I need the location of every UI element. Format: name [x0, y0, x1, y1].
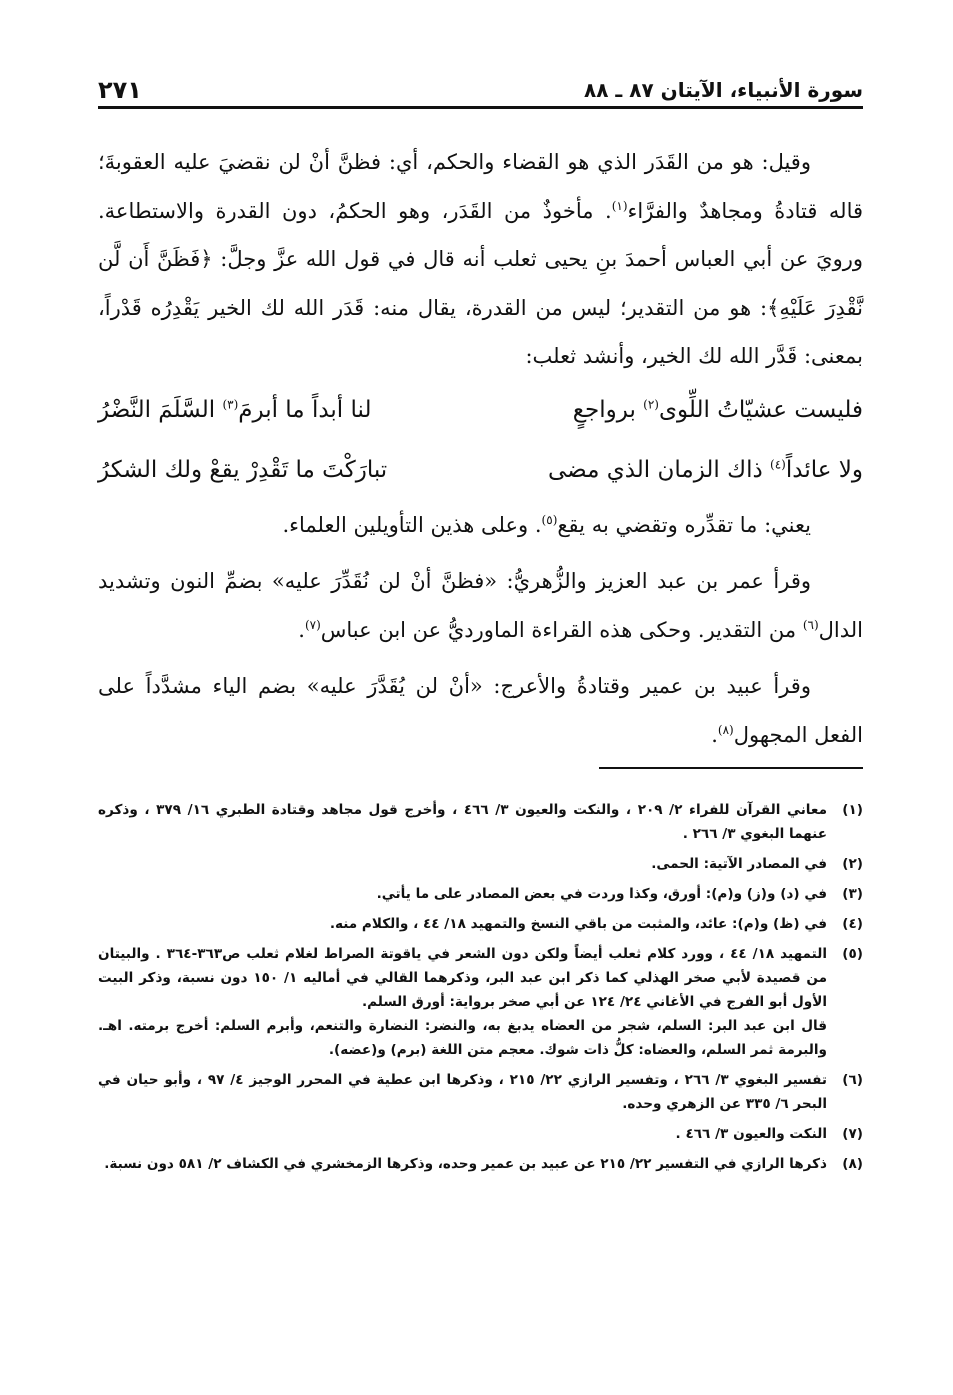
- footnote-number: (٧): [842, 1126, 863, 1142]
- page-number: ٢٧١: [98, 76, 142, 104]
- footnote-number: (٤): [842, 916, 863, 932]
- verse-1-second-hemistich: لنا أبداً ما أبرمَ$^{(٣)}$ السَّلَمَ النَّضْرُ: [98, 397, 372, 424]
- footnote-number: (٦): [842, 1072, 863, 1088]
- footnote-ref-4: (٤): [770, 457, 786, 472]
- footnote-ref-5: (٥): [541, 512, 558, 527]
- footnote-8: [98, 1152, 863, 1176]
- footnote-number: (١): [842, 802, 863, 818]
- footnote-ref-6: (٦): [802, 617, 819, 632]
- poem-verse-2: [98, 441, 863, 501]
- footnote-text: في المصادر الآتية: الحمى.: [651, 856, 827, 872]
- footnote-ref-1: (١): [611, 198, 628, 213]
- running-title: سورة الأنبياء، الآيتان ٨٧ ـ ٨٨: [584, 78, 863, 102]
- paragraph-3: وقرأ عمر بن عبد العزيز والزُّهريُّ: «فظنَّ أنْ لن نُقَدِّرَ عليه» بضمِّ النون وتشديد الدال$^{(٦)}$ من التقدير. وحكى هذه القراءة الماورديُّ عن ابن عباس$^{(٧)}$.: [98, 569, 863, 642]
- footnote-ref-3: (٣): [222, 397, 239, 412]
- verse-2-second-hemistich: تبارَكْتَ ما تَقْدِرْ يقعْ ولك الشكرُ: [98, 457, 388, 484]
- footnote-text: النكت والعيون ٣/ ٤٦٦ .: [675, 1126, 827, 1142]
- footnote-6: [98, 1068, 863, 1116]
- footnote-ref-7: (٧): [304, 617, 321, 632]
- page-header: [98, 58, 863, 108]
- footnote-number: (٣): [842, 886, 863, 902]
- footnote-3: [98, 882, 863, 906]
- paragraph-4: وقرأ عبيد بن عمير وقتادةُ والأعرج: «أنْ لن يُقَدَّرَ عليه» بضم الياء مشدَّداً على الفعل المجهول$^{(٨)}$.: [98, 674, 863, 747]
- header-rule: [98, 106, 863, 109]
- footnote-ref-8: (٨): [717, 722, 734, 737]
- footnote-text: معاني القرآن للفراء ٢/ ٢٠٩ ، والنكت والعيون ٣/ ٤٦٦ ، وأخرج قول مجاهد وقتادة الطبري ١٦/ ٣٧٩ ، وذكره عنهما البغوي ٣/ ٢٦٦ .: [98, 802, 827, 842]
- footnote-text: في (ظ) و(م): عائد، والمثبت من باقي النسخ والتمهيد ١٨/ ٤٤ ، والكلام منه.: [329, 916, 827, 932]
- footnote-continuation: قال ابن عبد البر: السلم، شجر من العضاه يدبغ به، والنضر: النضارة والتنعم، وأبرم السلم: أخرج برمته. اهـ. والبرمة ثمر السلم، والعضاه: كلُّ ذات شوك. معجم متن اللغة (برم) و(عضه).: [98, 1018, 827, 1058]
- footnote-number: (٢): [842, 856, 863, 872]
- footnote-5: [98, 942, 863, 1062]
- paragraph-2: يعني: ما تقدِّره وتقضي به يقع$^{(٥)}$. وعلى هذين التأويلين العلماء.: [282, 512, 811, 537]
- verse-2-first-hemistich: ولا عائداً$^{(٤)}$ ذاك الزمان الذي مضى: [547, 457, 863, 484]
- footnotes: [98, 798, 863, 1182]
- footnote-text: ذكرها الرازي في التفسير ٢٢/ ٢١٥ عن عبيد بن عمير وحده، وذكرها الزمخشري في الكشاف ٢/ ٥٨١ دون نسبة.: [104, 1156, 827, 1172]
- footnote-4: [98, 912, 863, 936]
- footnote-1: [98, 798, 863, 846]
- footnote-separator: [599, 767, 863, 769]
- footnote-text: تفسير البغوي ٣/ ٢٦٦ ، وتفسير الرازي ٢٢/ ٢١٥ ، وذكرها ابن عطية في المحرر الوجيز ٤/ ٩٧ ، وأبو حيان في البحر ٦/ ٣٣٥ عن الزهري وحده.: [98, 1072, 827, 1112]
- footnote-text: في (د) و(ز) و(م): أورق، وكذا وردت في بعض المصادر على ما يأتي.: [376, 886, 827, 902]
- paragraph-1: وقيل: هو من القَدَر الذي هو القضاء والحكم، أي: فظنَّ أنْ لن نقضيَ عليه العقوبةَ؛ قاله قتادةُ ومجاهدٌ والفرَّاء$^{(١)}$. مأخوذٌ من القَدَر، وهو الحكمُ، دون القدرة والاستطاعة. ورويَ عن أبي العباس أحمدَ بنِ يحيى ثعلب أنه قال في قول الله عزَّ وجلَّ: ﴿فَظَنَّ أَن لَّن نَّقْدِرَ عَلَيْهِ﴾: هو من التقدير؛ ليس من القدرة، يقال منه: قَدَر الله لك الخير يَقْدِرُه قَدْراً، بمعنى: قَدَّر الله لك الخير، وأنشد ثعلب:: [98, 150, 864, 368]
- footnote-ref-2: (٢): [643, 397, 659, 412]
- main-text: [98, 138, 863, 759]
- verse-1-first-hemistich: فليست عشيّاتُ اللِّوى$^{(٢)}$ برواجعٍ: [572, 397, 863, 424]
- footnote-number: (٨): [842, 1156, 863, 1172]
- footnote-text: التمهيد ١٨/ ٤٤ ، وورد كلام ثعلب أيضاً ولكن دون الشعر في ياقوتة الصراط لغلام ثعلب ص٣٦٣-٣٦٤ . والبيتان من قصيدة لأبي صخر الهذلي كما ذكر ابن عبد البر، وذكرهما القالي في أماليه ١/ ١٥٠ دون نسبة، وذكر البيت الأول أبو الفرج في الأغاني ٢٤/ ١٢٤ عن أبي صخر برواية: أورق السلم.: [98, 946, 827, 1010]
- footnote-7: [98, 1122, 863, 1146]
- footnote-2: [98, 852, 863, 876]
- poem-verse-1: [98, 381, 863, 441]
- footnote-number: (٥): [842, 946, 863, 962]
